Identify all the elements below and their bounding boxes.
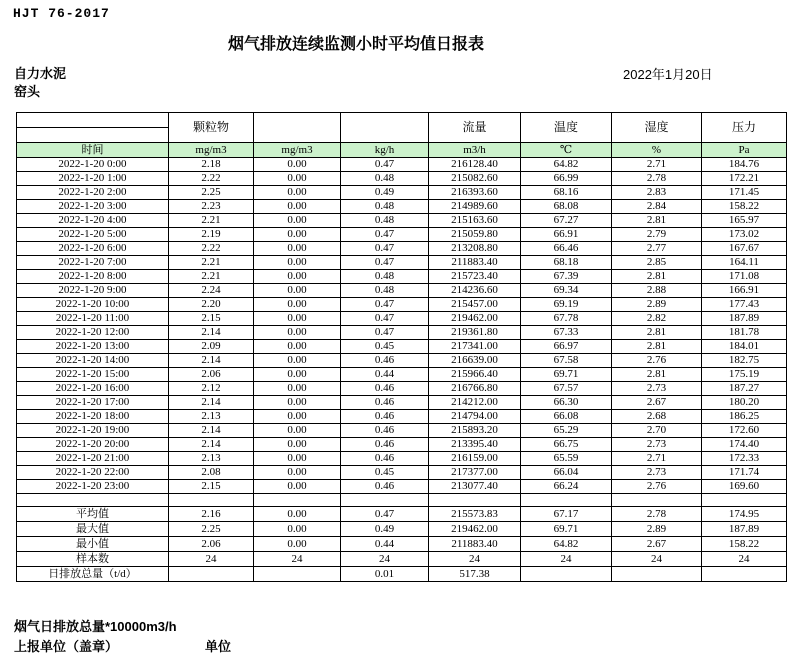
- summary-row-cell: 2.06: [169, 537, 254, 552]
- data-row-cell: 211883.40: [429, 256, 521, 270]
- spacer-cell: [429, 494, 521, 507]
- data-row: [17, 242, 787, 256]
- data-row-cell: 0.00: [254, 354, 341, 368]
- data-row: [17, 452, 787, 466]
- data-row-cell: 66.30: [521, 396, 612, 410]
- data-row-cell: 66.91: [521, 228, 612, 242]
- data-row-cell: 0.47: [341, 242, 429, 256]
- summary-row-cell: 69.71: [521, 522, 612, 537]
- data-row-cell: 0.00: [254, 172, 341, 186]
- summary-row-cell: [702, 567, 787, 582]
- data-row-cell: 2.79: [612, 228, 702, 242]
- data-row: [17, 368, 787, 382]
- data-row-cell: 0.45: [341, 340, 429, 354]
- summary-row-cell: 2.78: [612, 507, 702, 522]
- summary-row-cell: 0.00: [254, 537, 341, 552]
- data-row: [17, 186, 787, 200]
- summary-row-cell: 最大值: [17, 522, 169, 537]
- page-title: 烟气排放连续监测小时平均值日报表: [227, 36, 484, 53]
- summary-row-cell: 日排放总量（t/d）: [17, 567, 169, 582]
- data-row-cell: 216639.00: [429, 354, 521, 368]
- spacer-cell: [341, 494, 429, 507]
- data-row-cell: 2022-1-20 11:00: [17, 312, 169, 326]
- data-row: [17, 158, 787, 172]
- data-row-cell: 180.20: [702, 396, 787, 410]
- header-temperature: 温度: [521, 113, 612, 143]
- data-row-cell: 2022-1-20 7:00: [17, 256, 169, 270]
- data-row-cell: 175.19: [702, 368, 787, 382]
- data-row-cell: 0.48: [341, 214, 429, 228]
- data-row-cell: 69.34: [521, 284, 612, 298]
- data-row-cell: 2.08: [169, 466, 254, 480]
- header-blank-split-cell: [17, 113, 169, 143]
- data-row-cell: 219361.80: [429, 326, 521, 340]
- data-row-cell: 0.46: [341, 452, 429, 466]
- data-row-cell: 0.46: [341, 382, 429, 396]
- spacer-cell: [17, 494, 169, 507]
- summary-row: [17, 522, 787, 537]
- data-row: [17, 410, 787, 424]
- data-row-cell: 167.67: [702, 242, 787, 256]
- header-flow: 流量: [429, 113, 521, 143]
- data-row-cell: 0.47: [341, 228, 429, 242]
- data-row: [17, 466, 787, 480]
- summary-row-cell: 0.44: [341, 537, 429, 552]
- data-row-cell: 65.29: [521, 424, 612, 438]
- data-row: [17, 396, 787, 410]
- data-row-cell: 0.00: [254, 410, 341, 424]
- data-row-cell: 2022-1-20 13:00: [17, 340, 169, 354]
- data-row-cell: 2.89: [612, 298, 702, 312]
- monitoring-point: 窑头: [14, 84, 41, 99]
- data-row-cell: 2022-1-20 23:00: [17, 480, 169, 494]
- data-row: [17, 284, 787, 298]
- summary-row-cell: 67.17: [521, 507, 612, 522]
- company-name: 自力水泥: [14, 66, 67, 81]
- data-row-cell: 2.06: [169, 368, 254, 382]
- data-row-cell: 64.82: [521, 158, 612, 172]
- data-row-cell: 2.13: [169, 410, 254, 424]
- data-row-cell: 66.99: [521, 172, 612, 186]
- data-row-cell: 158.22: [702, 200, 787, 214]
- data-row-cell: 213395.40: [429, 438, 521, 452]
- summary-row: [17, 507, 787, 522]
- summary-row-cell: 219462.00: [429, 522, 521, 537]
- summary-row-cell: 2.16: [169, 507, 254, 522]
- data-row-cell: 2.18: [169, 158, 254, 172]
- data-row: [17, 340, 787, 354]
- summary-row-cell: 2.25: [169, 522, 254, 537]
- data-row-cell: 171.45: [702, 186, 787, 200]
- data-row-cell: 2.71: [612, 158, 702, 172]
- data-row-cell: 215893.20: [429, 424, 521, 438]
- data-row-cell: 184.01: [702, 340, 787, 354]
- data-row-cell: 2.14: [169, 424, 254, 438]
- data-row-cell: 0.47: [341, 158, 429, 172]
- data-row-cell: 215723.40: [429, 270, 521, 284]
- data-row-cell: 2022-1-20 20:00: [17, 438, 169, 452]
- data-row-cell: 2022-1-20 18:00: [17, 410, 169, 424]
- data-row-cell: 2.13: [169, 452, 254, 466]
- data-row-cell: 2.81: [612, 368, 702, 382]
- data-row-cell: 2022-1-20 10:00: [17, 298, 169, 312]
- summary-row-cell: 0.49: [341, 522, 429, 537]
- summary-row-cell: 24: [521, 552, 612, 567]
- data-row-cell: 2022-1-20 6:00: [17, 242, 169, 256]
- data-row-cell: 0.48: [341, 284, 429, 298]
- data-row-cell: 184.76: [702, 158, 787, 172]
- data-row-cell: 2022-1-20 4:00: [17, 214, 169, 228]
- data-row-cell: 2.77: [612, 242, 702, 256]
- standard-code: HJT 76-2017: [13, 6, 110, 21]
- data-row-cell: 215059.80: [429, 228, 521, 242]
- data-row-cell: 67.58: [521, 354, 612, 368]
- summary-row: [17, 567, 787, 582]
- data-row-cell: 2.73: [612, 466, 702, 480]
- summary-row-cell: 64.82: [521, 537, 612, 552]
- data-row-cell: 0.00: [254, 312, 341, 326]
- data-row-cell: 172.21: [702, 172, 787, 186]
- data-row-cell: 67.57: [521, 382, 612, 396]
- data-row-cell: 2.73: [612, 438, 702, 452]
- data-row-cell: 0.46: [341, 438, 429, 452]
- data-row-cell: 2022-1-20 8:00: [17, 270, 169, 284]
- unit-label: 单位: [205, 639, 232, 654]
- data-row-cell: 67.78: [521, 312, 612, 326]
- data-row-cell: 66.24: [521, 480, 612, 494]
- data-row-cell: 2.85: [612, 256, 702, 270]
- data-row-cell: 66.97: [521, 340, 612, 354]
- data-row-cell: 0.46: [341, 354, 429, 368]
- data-row-cell: 0.00: [254, 298, 341, 312]
- data-row-cell: 2.15: [169, 480, 254, 494]
- data-row-cell: 2.88: [612, 284, 702, 298]
- data-row-cell: 2022-1-20 15:00: [17, 368, 169, 382]
- summary-row-cell: 0.01: [341, 567, 429, 582]
- data-row-cell: 0.47: [341, 312, 429, 326]
- summary-row-cell: [254, 567, 341, 582]
- data-row-cell: 2022-1-20 12:00: [17, 326, 169, 340]
- header-blank-top: [17, 113, 168, 128]
- summary-row-cell: [612, 567, 702, 582]
- data-row-cell: 2022-1-20 19:00: [17, 424, 169, 438]
- spacer-cell: [702, 494, 787, 507]
- group-header-row: [17, 113, 787, 143]
- data-row-cell: 2.20: [169, 298, 254, 312]
- data-row-cell: 2.22: [169, 242, 254, 256]
- summary-row-cell: 187.89: [702, 522, 787, 537]
- data-row-cell: 2.83: [612, 186, 702, 200]
- summary-row-cell: 24: [612, 552, 702, 567]
- data-row-cell: 0.00: [254, 214, 341, 228]
- spacer-cell: [612, 494, 702, 507]
- data-row-cell: 173.02: [702, 228, 787, 242]
- data-row-cell: 215082.60: [429, 172, 521, 186]
- data-row-cell: 0.00: [254, 284, 341, 298]
- data-row-cell: 174.40: [702, 438, 787, 452]
- data-row-cell: 2022-1-20 17:00: [17, 396, 169, 410]
- data-row: [17, 312, 787, 326]
- data-row-cell: 0.47: [341, 298, 429, 312]
- data-row-cell: 2.81: [612, 340, 702, 354]
- data-row: [17, 172, 787, 186]
- data-row-cell: 0.48: [341, 200, 429, 214]
- data-row-cell: 2.14: [169, 438, 254, 452]
- summary-row-cell: 2.67: [612, 537, 702, 552]
- unit-pm-mgm3: mg/m3: [169, 143, 254, 158]
- data-row-cell: 0.47: [341, 256, 429, 270]
- summary-row-cell: 2.89: [612, 522, 702, 537]
- data-row: [17, 424, 787, 438]
- data-row-cell: 2022-1-20 14:00: [17, 354, 169, 368]
- data-row-cell: 216128.40: [429, 158, 521, 172]
- data-row-cell: 171.74: [702, 466, 787, 480]
- summary-row-cell: 样本数: [17, 552, 169, 567]
- data-row-cell: 165.97: [702, 214, 787, 228]
- header-blank-3: [341, 113, 429, 143]
- data-row-cell: 0.46: [341, 424, 429, 438]
- spacer-cell: [254, 494, 341, 507]
- summary-row-cell: 24: [254, 552, 341, 567]
- data-row-cell: 67.27: [521, 214, 612, 228]
- summary-row-cell: 24: [429, 552, 521, 567]
- data-row-cell: 0.00: [254, 242, 341, 256]
- data-row: [17, 326, 787, 340]
- data-row-cell: 215163.60: [429, 214, 521, 228]
- data-row-cell: 0.48: [341, 270, 429, 284]
- summary-row-cell: 24: [702, 552, 787, 567]
- summary-row-cell: 0.00: [254, 507, 341, 522]
- data-row: [17, 256, 787, 270]
- spacer-row: [17, 494, 787, 507]
- summary-row-cell: [521, 567, 612, 582]
- data-row-cell: 0.46: [341, 410, 429, 424]
- data-row-cell: 66.75: [521, 438, 612, 452]
- data-row-cell: 2.24: [169, 284, 254, 298]
- data-row-cell: 68.08: [521, 200, 612, 214]
- data-row-cell: 0.00: [254, 396, 341, 410]
- daily-total-note: 烟气日排放总量*10000m3/h: [14, 619, 177, 634]
- header-humidity: 湿度: [612, 113, 702, 143]
- data-row-cell: 2022-1-20 21:00: [17, 452, 169, 466]
- data-row-cell: 166.91: [702, 284, 787, 298]
- data-row-cell: 181.78: [702, 326, 787, 340]
- summary-row-cell: [169, 567, 254, 582]
- data-row-cell: 215966.40: [429, 368, 521, 382]
- unit-pa: Pa: [702, 143, 787, 158]
- data-row-cell: 2022-1-20 5:00: [17, 228, 169, 242]
- data-row-cell: 2.70: [612, 424, 702, 438]
- summary-row-cell: 211883.40: [429, 537, 521, 552]
- data-row-cell: 215457.00: [429, 298, 521, 312]
- data-row-cell: 214989.60: [429, 200, 521, 214]
- data-row-cell: 2.15: [169, 312, 254, 326]
- data-row-cell: 0.00: [254, 382, 341, 396]
- data-row: [17, 214, 787, 228]
- summary-row-cell: 最小值: [17, 537, 169, 552]
- data-row-cell: 216393.60: [429, 186, 521, 200]
- header-particulate: 颗粒物: [169, 113, 254, 143]
- data-row-cell: 65.59: [521, 452, 612, 466]
- data-row: [17, 200, 787, 214]
- data-row-cell: 177.43: [702, 298, 787, 312]
- data-row-cell: 164.11: [702, 256, 787, 270]
- data-row-cell: 0.00: [254, 270, 341, 284]
- summary-row: [17, 537, 787, 552]
- reporting-unit-label: 上报单位（盖章）: [14, 639, 119, 654]
- data-row-cell: 0.46: [341, 480, 429, 494]
- data-row-cell: 0.00: [254, 480, 341, 494]
- data-row-cell: 2.67: [612, 396, 702, 410]
- unit-percent: %: [612, 143, 702, 158]
- data-row-cell: 0.46: [341, 396, 429, 410]
- data-row-cell: 0.00: [254, 424, 341, 438]
- unit-header-row: [17, 143, 787, 158]
- spacer-cell: [169, 494, 254, 507]
- data-row-cell: 2.14: [169, 396, 254, 410]
- data-row-cell: 182.75: [702, 354, 787, 368]
- data-row-cell: 2.09: [169, 340, 254, 354]
- data-row-cell: 2.84: [612, 200, 702, 214]
- unit-kgh: kg/h: [341, 143, 429, 158]
- report-date: 2022年1月20日: [623, 67, 713, 82]
- data-row-cell: 2022-1-20 22:00: [17, 466, 169, 480]
- data-row-cell: 2.23: [169, 200, 254, 214]
- data-row-cell: 0.00: [254, 452, 341, 466]
- data-row-cell: 169.60: [702, 480, 787, 494]
- summary-row-cell: 158.22: [702, 537, 787, 552]
- summary-row: [17, 552, 787, 567]
- data-row-cell: 69.19: [521, 298, 612, 312]
- data-row-cell: 0.45: [341, 466, 429, 480]
- data-row-cell: 2022-1-20 2:00: [17, 186, 169, 200]
- data-row: [17, 270, 787, 284]
- summary-row-cell: 0.47: [341, 507, 429, 522]
- summary-row-cell: 174.95: [702, 507, 787, 522]
- data-row-cell: 68.18: [521, 256, 612, 270]
- data-row-cell: 66.46: [521, 242, 612, 256]
- data-row-cell: 2.76: [612, 480, 702, 494]
- data-row-cell: 0.47: [341, 326, 429, 340]
- data-row-cell: 0.00: [254, 438, 341, 452]
- data-row-cell: 2022-1-20 9:00: [17, 284, 169, 298]
- header-blank-2: [254, 113, 341, 143]
- data-row-cell: 2.19: [169, 228, 254, 242]
- data-row-cell: 213077.40: [429, 480, 521, 494]
- data-row-cell: 171.08: [702, 270, 787, 284]
- data-row-cell: 2.81: [612, 270, 702, 284]
- data-row-cell: 213208.80: [429, 242, 521, 256]
- data-row-cell: 187.89: [702, 312, 787, 326]
- data-row-cell: 67.33: [521, 326, 612, 340]
- data-row-cell: 68.16: [521, 186, 612, 200]
- data-row-cell: 0.00: [254, 186, 341, 200]
- summary-row-cell: 24: [169, 552, 254, 567]
- data-row: [17, 228, 787, 242]
- data-row-cell: 2.21: [169, 270, 254, 284]
- data-row-cell: 186.25: [702, 410, 787, 424]
- data-row-cell: 0.00: [254, 466, 341, 480]
- data-row-cell: 0.00: [254, 256, 341, 270]
- data-row-cell: 2.21: [169, 214, 254, 228]
- unit-celsius: ℃: [521, 143, 612, 158]
- data-row-cell: 66.08: [521, 410, 612, 424]
- data-row-cell: 214236.60: [429, 284, 521, 298]
- data-row-cell: 0.00: [254, 200, 341, 214]
- data-row-cell: 2.21: [169, 256, 254, 270]
- data-row-cell: 2.78: [612, 172, 702, 186]
- data-row-cell: 2.81: [612, 214, 702, 228]
- data-row-cell: 67.39: [521, 270, 612, 284]
- data-row-cell: 2.14: [169, 326, 254, 340]
- spacer-cell: [521, 494, 612, 507]
- data-row-cell: 2.14: [169, 354, 254, 368]
- data-row-cell: 172.60: [702, 424, 787, 438]
- data-row: [17, 354, 787, 368]
- data-row-cell: 0.00: [254, 228, 341, 242]
- data-row-cell: 2.68: [612, 410, 702, 424]
- data-row: [17, 480, 787, 494]
- data-row-cell: 69.71: [521, 368, 612, 382]
- summary-row-cell: 0.00: [254, 522, 341, 537]
- data-row-cell: 216159.00: [429, 452, 521, 466]
- summary-row-cell: 平均值: [17, 507, 169, 522]
- data-row: [17, 382, 787, 396]
- data-row-cell: 0.00: [254, 368, 341, 382]
- data-row-cell: 214794.00: [429, 410, 521, 424]
- data-row-cell: 2.73: [612, 382, 702, 396]
- data-row-cell: 2022-1-20 3:00: [17, 200, 169, 214]
- summary-row-cell: 215573.83: [429, 507, 521, 522]
- data-row-cell: 172.33: [702, 452, 787, 466]
- data-row-cell: 2022-1-20 1:00: [17, 172, 169, 186]
- data-row: [17, 438, 787, 452]
- data-row-cell: 0.49: [341, 186, 429, 200]
- data-row-cell: 2.12: [169, 382, 254, 396]
- data-row: [17, 298, 787, 312]
- data-row-cell: 2.82: [612, 312, 702, 326]
- report-table: [16, 112, 787, 582]
- data-row-cell: 0.48: [341, 172, 429, 186]
- data-row-cell: 2.22: [169, 172, 254, 186]
- data-row-cell: 219462.00: [429, 312, 521, 326]
- data-row-cell: 217377.00: [429, 466, 521, 480]
- data-row-cell: 0.00: [254, 340, 341, 354]
- data-row-cell: 2.71: [612, 452, 702, 466]
- summary-row-cell: 24: [341, 552, 429, 567]
- data-row-cell: 66.04: [521, 466, 612, 480]
- data-row-cell: 214212.00: [429, 396, 521, 410]
- data-row-cell: 0.00: [254, 326, 341, 340]
- data-row-cell: 216766.80: [429, 382, 521, 396]
- data-row-cell: 2022-1-20 16:00: [17, 382, 169, 396]
- data-row-cell: 217341.00: [429, 340, 521, 354]
- data-row-cell: 2.81: [612, 326, 702, 340]
- data-row-cell: 0.00: [254, 158, 341, 172]
- data-row-cell: 2022-1-20 0:00: [17, 158, 169, 172]
- header-blank-bottom: [17, 128, 168, 142]
- data-row-cell: 0.44: [341, 368, 429, 382]
- unit-time: 时间: [17, 143, 169, 158]
- summary-row-cell: 517.38: [429, 567, 521, 582]
- unit-mgm3: mg/m3: [254, 143, 341, 158]
- header-pressure: 压力: [702, 113, 787, 143]
- data-row-cell: 2.25: [169, 186, 254, 200]
- data-row-cell: 2.76: [612, 354, 702, 368]
- data-row-cell: 187.27: [702, 382, 787, 396]
- unit-m3h: m3/h: [429, 143, 521, 158]
